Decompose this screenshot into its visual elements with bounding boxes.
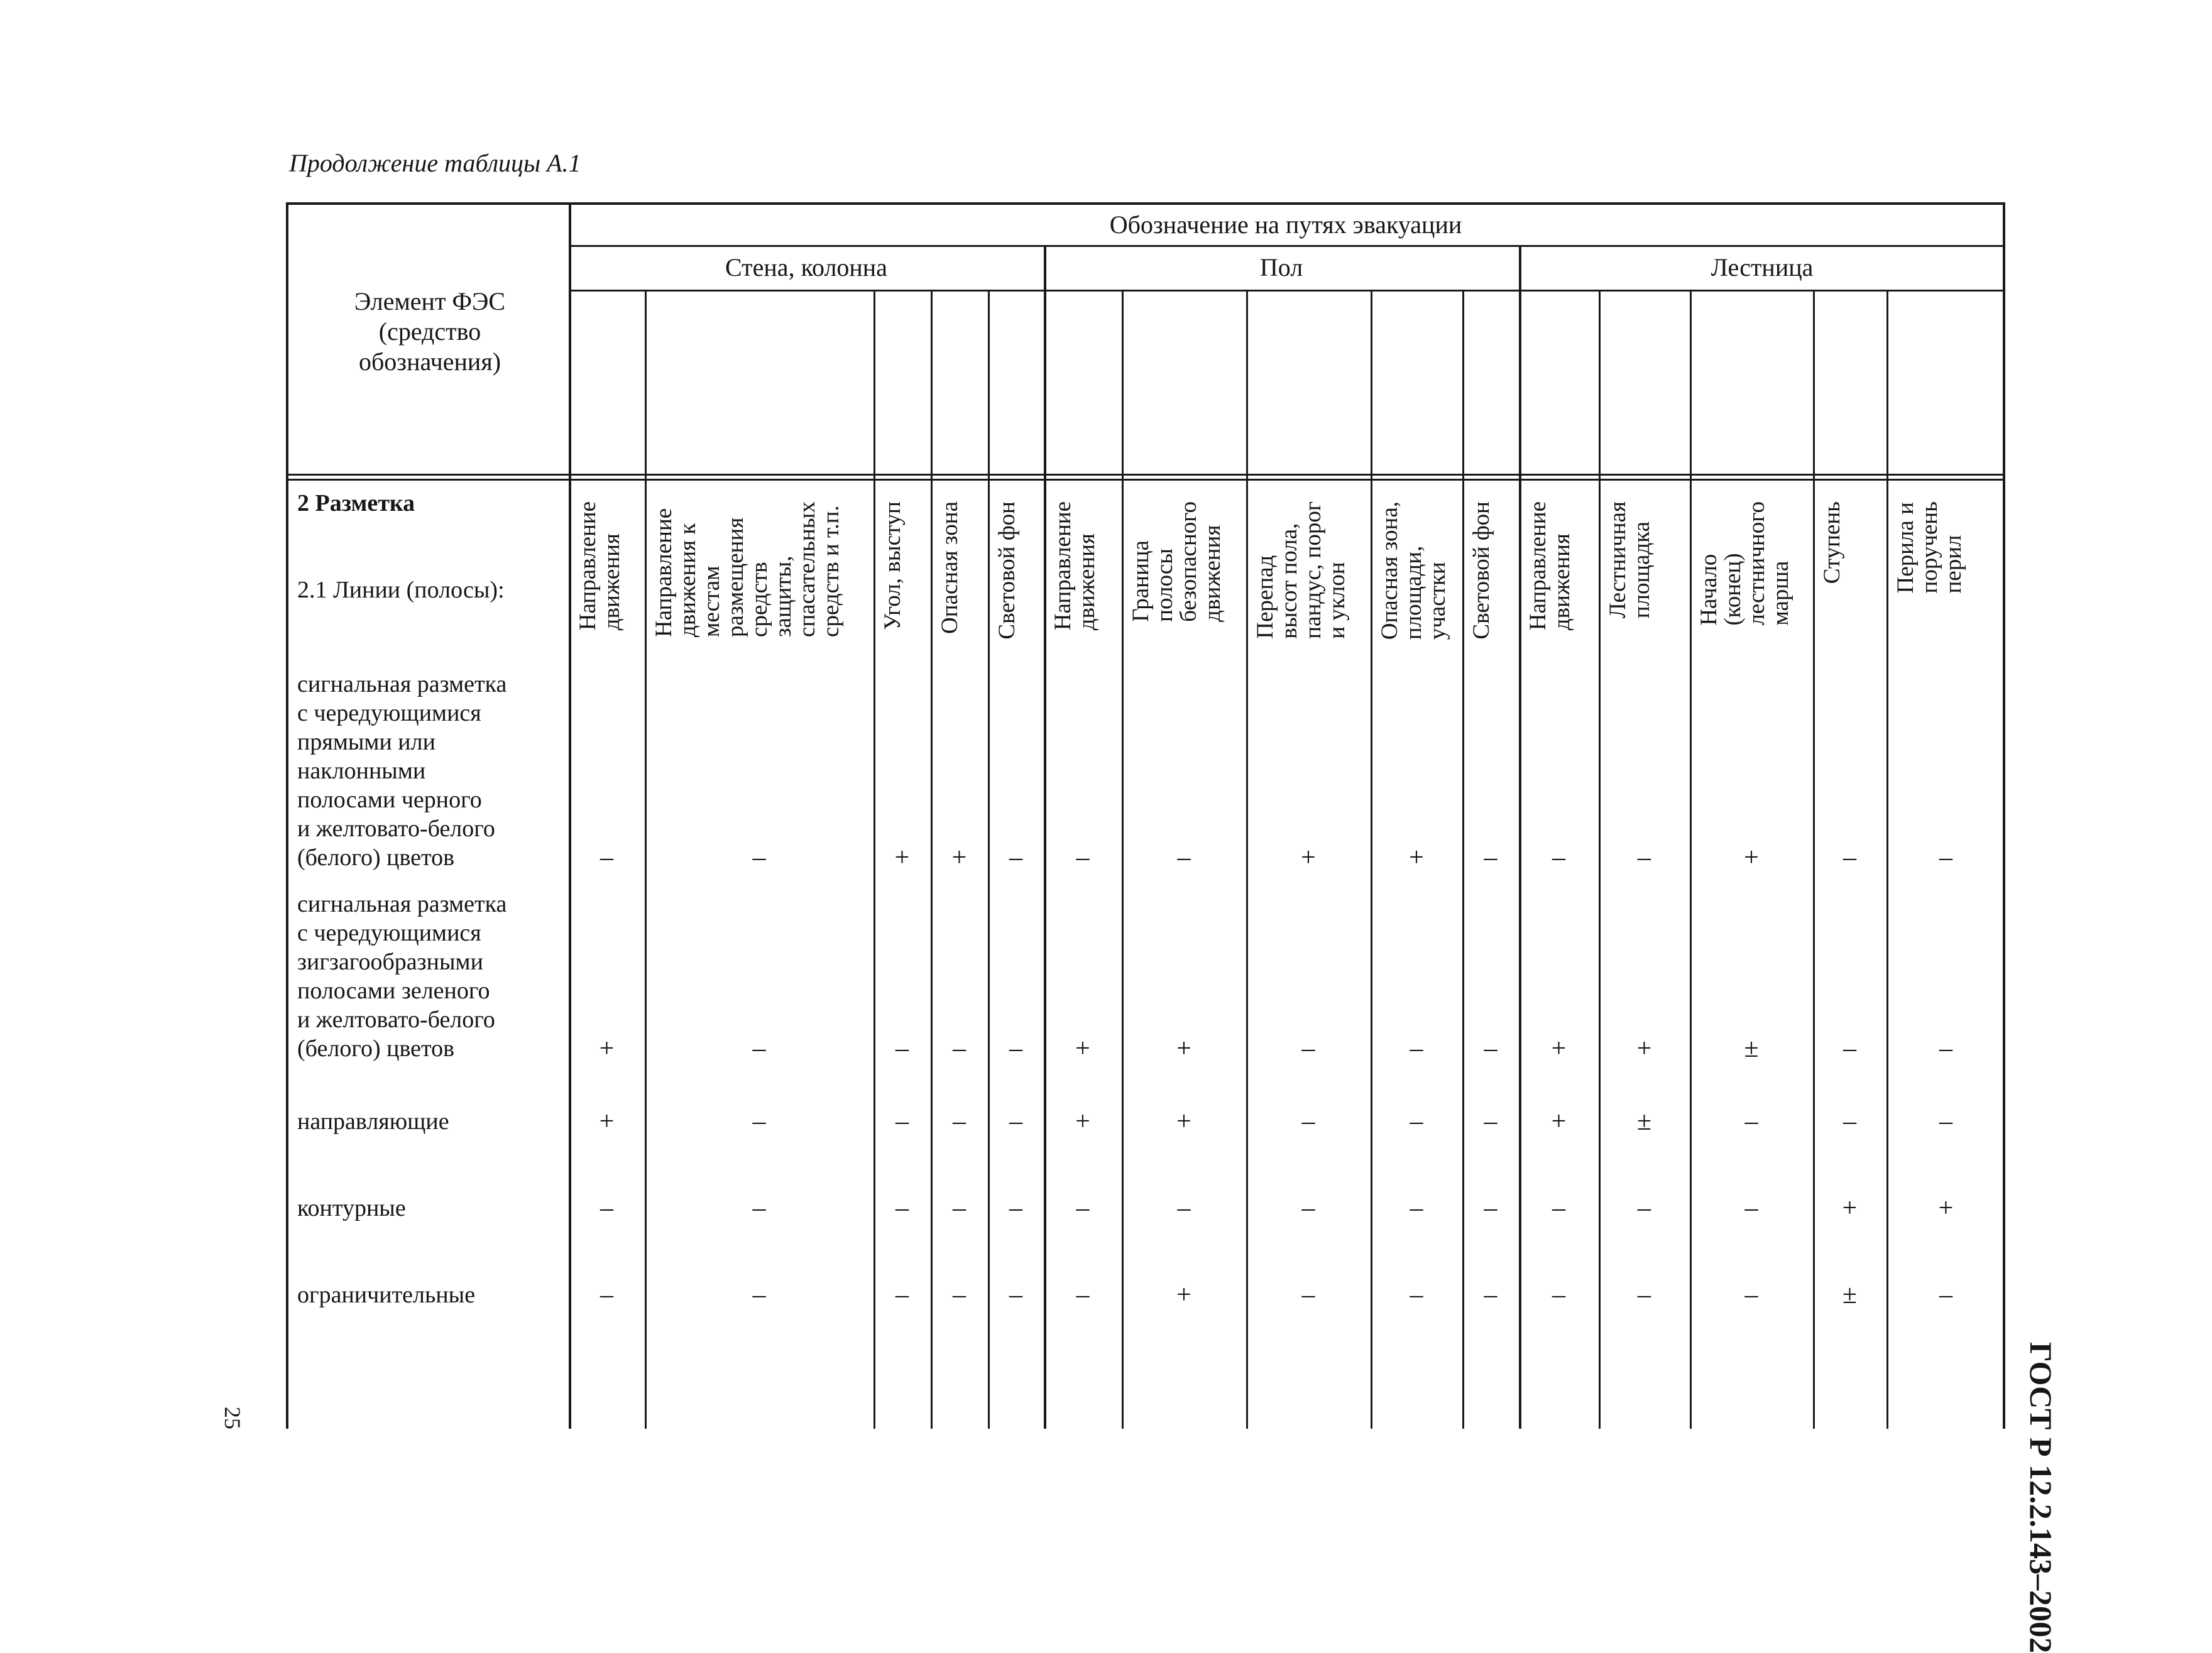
column-rule [1044, 245, 1046, 1429]
column-header: Угол, выступ [880, 501, 906, 630]
group-header-floor: Пол [1259, 253, 1303, 281]
column-header: Ступень [1819, 501, 1845, 584]
column-rule [1246, 290, 1248, 1429]
row-label: сигнальная разметка с чередующимися зигзагообразными полосами зеленого и желтовато-белого (белого) цветов [297, 891, 507, 1062]
column-header: Световой фон [994, 501, 1020, 640]
row-label: 2 Разметка [297, 490, 415, 516]
column-header: Лестничная площадка [1605, 501, 1655, 619]
column-header: Направление движения к местам размещения средств защиты, спасательных средств и т.п. [651, 501, 844, 638]
page-number: 25 [220, 1407, 245, 1429]
column-rule [1599, 290, 1601, 1429]
column-rule [1462, 290, 1464, 1429]
column-header: Опасная зона [937, 501, 963, 634]
column-header: Опасная зона, площади, участки [1377, 501, 1450, 640]
data-table: Обозначение на путях эвакуации Стена, колонна Пол Лестница Элемент ФЭС (средство обозначения) Направление движения Направление движения к местам размещения средств защиты, спасательных средств и т.п. Угол, выступ Опасная зона Световой фон Направление движения Граница полосы безопасного движения Перепад высот пола, пандус, порог и уклон Опасная зона, площади, участки Световой фон Направление движения Лестничная площадка Начало (конец) лестничного марша Ступень Перила и поручень перил 2 Разметка 2.1 Линии (полосы): сигнальная разметка с чередующимися прямыми или наклонными полосами черного и желтовато-белого (белого) цветов – – + + – – – + + – – – + – – сигнальная разметка с чередующимися зигзагообразными полосами зеленого и желтовато-белого (белого) цветов + – – – – + + – – – + + ± – – направляющие + – – – – + + – – – + ± – – – контурные – – – – – – – – – – – – – + + ограничительные – – – – – – + – – – – – – ± – [286, 202, 2005, 1429]
column-header: Граница полосы безопасного движения [1128, 501, 1225, 622]
column-header: Направление движения [575, 501, 625, 631]
column-header: Перепад высот пола, пандус, порог и уклон [1252, 501, 1350, 639]
header-rule [288, 474, 2003, 476]
column-rule [1886, 290, 1888, 1429]
row-label: направляющие [297, 1108, 449, 1135]
group-header-wall: Стена, колонна [725, 253, 887, 281]
element-column-header: Элемент ФЭС (средство обозначения) [354, 287, 506, 376]
column-rule [1122, 290, 1124, 1429]
column-rule [988, 290, 990, 1429]
evacuation-header: Обозначение на путях эвакуации [1109, 210, 1462, 239]
table-caption: Продолжение таблицы А.1 [289, 149, 581, 177]
row-label: 2.1 Линии (полосы): [297, 577, 505, 603]
header-rule [569, 290, 2003, 292]
column-rule [1371, 290, 1372, 1429]
header-rule [569, 245, 2003, 247]
column-rule [931, 290, 933, 1429]
column-header: Направление движения [1525, 501, 1575, 631]
row-label: контурные [297, 1195, 406, 1221]
column-header: Направление движения [1050, 501, 1100, 631]
column-rule [1813, 290, 1815, 1429]
column-header: Начало (конец) лестничного марша [1696, 501, 1793, 626]
group-header-stairs: Лестница [1711, 253, 1814, 281]
column-rule [873, 290, 875, 1429]
column-header: Перила и поручень перил [1893, 501, 1966, 594]
row-label: ограничительные [297, 1282, 476, 1308]
column-header: Световой фон [1469, 501, 1494, 640]
row-label: сигнальная разметка с чередующимися прямыми или наклонными полосами черного и желтовато-белого (белого) цветов [297, 671, 507, 871]
header-rule [288, 479, 2003, 481]
column-rule [645, 290, 647, 1429]
column-rule [1519, 245, 1521, 1429]
standard-designation: ГОСТ Р 12.2.143–2002 [2023, 1342, 2059, 1653]
column-rule [1690, 290, 1692, 1429]
